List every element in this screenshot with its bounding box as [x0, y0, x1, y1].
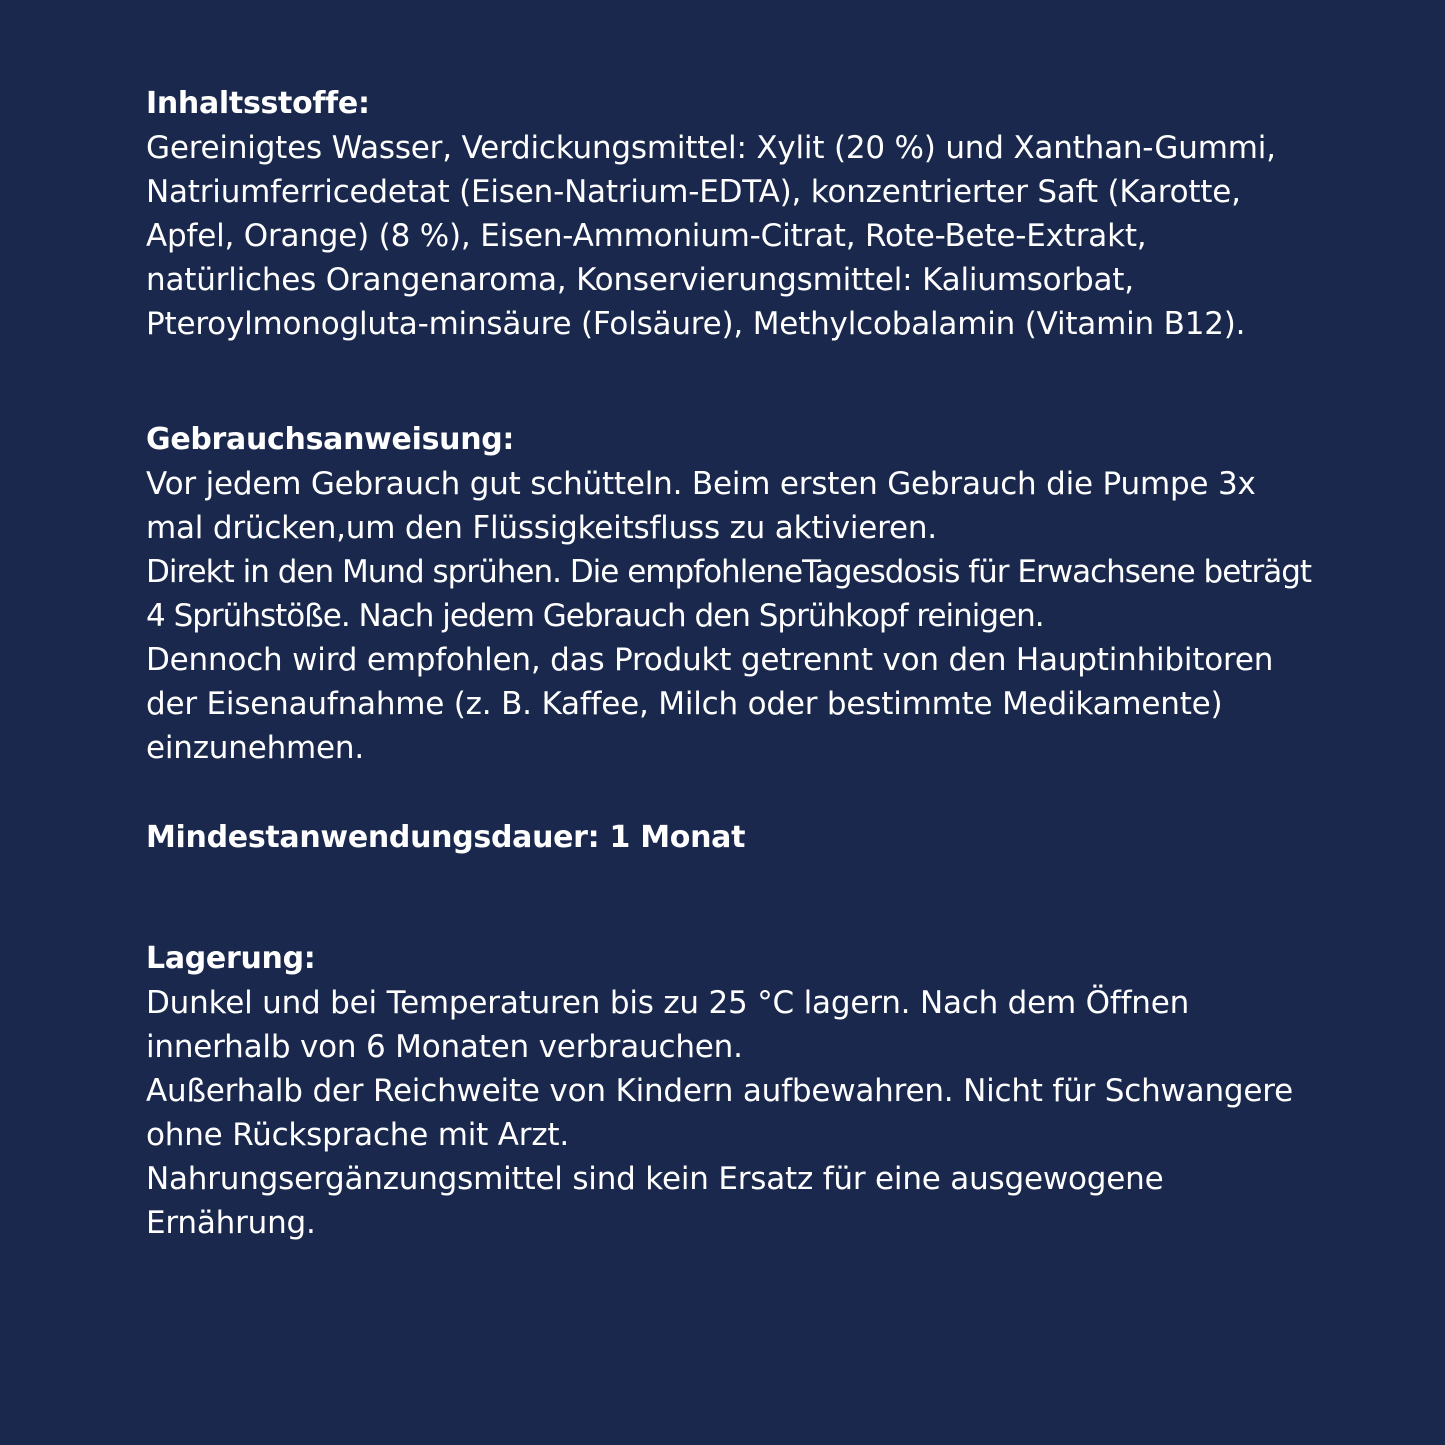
ingredients-text: Gereinigtes Wasser, Verdickungsmittel: Xylit (20 %) und Xanthan-Gummi, Natriumferricedetat (Eisen-Natrium-EDTA), konzentrierter Saft (Karotte, Apfel, Orange) (8 %), Eisen-Ammonium-Citrat, Rote-Bete-Extrakt, natürliches Orangenaroma, Konservierungsmittel: Kaliumsorbat, Pteroylmonogluta-minsäure (Folsäure), Methylcobalamin (Vitamin B12).: [146, 130, 1276, 342]
ingredients-heading: Inhaltsstoffe:: [146, 86, 370, 121]
storage-paragraph-3: Nahrungsergänzungsmittel sind kein Ersatz für eine ausgewogene Ernährung.: [146, 1161, 1164, 1241]
storage-heading: Lagerung:: [146, 941, 316, 976]
duration-section: [146, 816, 1321, 860]
usage-section: [146, 418, 1321, 770]
storage-section: [146, 937, 1321, 1245]
ingredients-section: [146, 82, 1321, 346]
storage-paragraph-1: Dunkel und bei Temperaturen bis zu 25 °C lagern. Nach dem Öffnen innerhalb von 6 Monaten verbrauchen.: [146, 985, 1190, 1065]
usage-heading: Gebrauchsanweisung:: [146, 422, 515, 457]
usage-paragraph-2: Direkt in den Mund sprühen. Die empfohleneTagesdosis für Erwachsene beträgt 4 Sprühstöße. Nach jedem Gebrauch den Sprühkopf reinigen.: [146, 554, 1312, 634]
duration-heading: Mindestanwendungsdauer: 1 Monat: [146, 820, 746, 855]
usage-paragraph-1: Vor jedem Gebrauch gut schütteln. Beim ersten Gebrauch die Pumpe 3x mal drücken,um den Flüssigkeitsfluss zu aktivieren.: [146, 466, 1256, 546]
usage-paragraph-3: Dennoch wird empfohlen, das Produkt getrennt von den Hauptinhibitoren der Eisenaufnahme (z. B. Kaffee, Milch oder bestimmte Medikamente) einzunehmen.: [146, 642, 1274, 766]
storage-paragraph-2: Außerhalb der Reichweite von Kindern aufbewahren. Nicht für Schwangere ohne Rücksprache mit Arzt.: [146, 1073, 1294, 1153]
